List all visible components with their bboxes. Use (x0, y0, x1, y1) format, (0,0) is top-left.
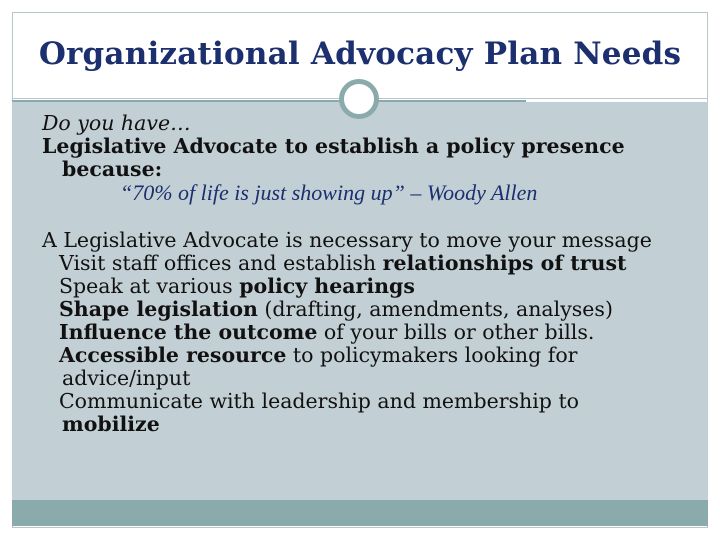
lead-sentence: A Legislative Advocate is necessary to move your message (42, 228, 652, 252)
slide-title: Organizational Advocacy Plan Needs (38, 36, 682, 72)
bullet-item: Communicate with leadership and membership to (59, 389, 580, 413)
slide-body (42, 112, 692, 436)
bullet-item: Accessible resource to policymakers looking for (59, 343, 578, 367)
bullet-item-cont: mobilize (62, 412, 160, 436)
bullet-item-cont: advice/input (62, 366, 191, 390)
bottom-bar (12, 500, 708, 526)
divider-line-left (12, 100, 340, 102)
divider-line-right (378, 100, 526, 102)
intro-question: Do you have… (42, 111, 191, 135)
bullet-item: Visit staff offices and establish relationships of trust (59, 251, 627, 275)
bullet-item: Speak at various policy hearings (59, 274, 415, 298)
bullet-item: Influence the outcome of your bills or other bills. (59, 320, 595, 344)
intro-line: Legislative Advocate to establish a policy presence (42, 134, 625, 158)
intro-line-cont: because: (62, 157, 163, 181)
woody-allen-quote: “70% of life is just showing up” – Woody Allen (120, 180, 538, 205)
bullet-item: Shape legislation (drafting, amendments, analyses) (59, 297, 613, 321)
